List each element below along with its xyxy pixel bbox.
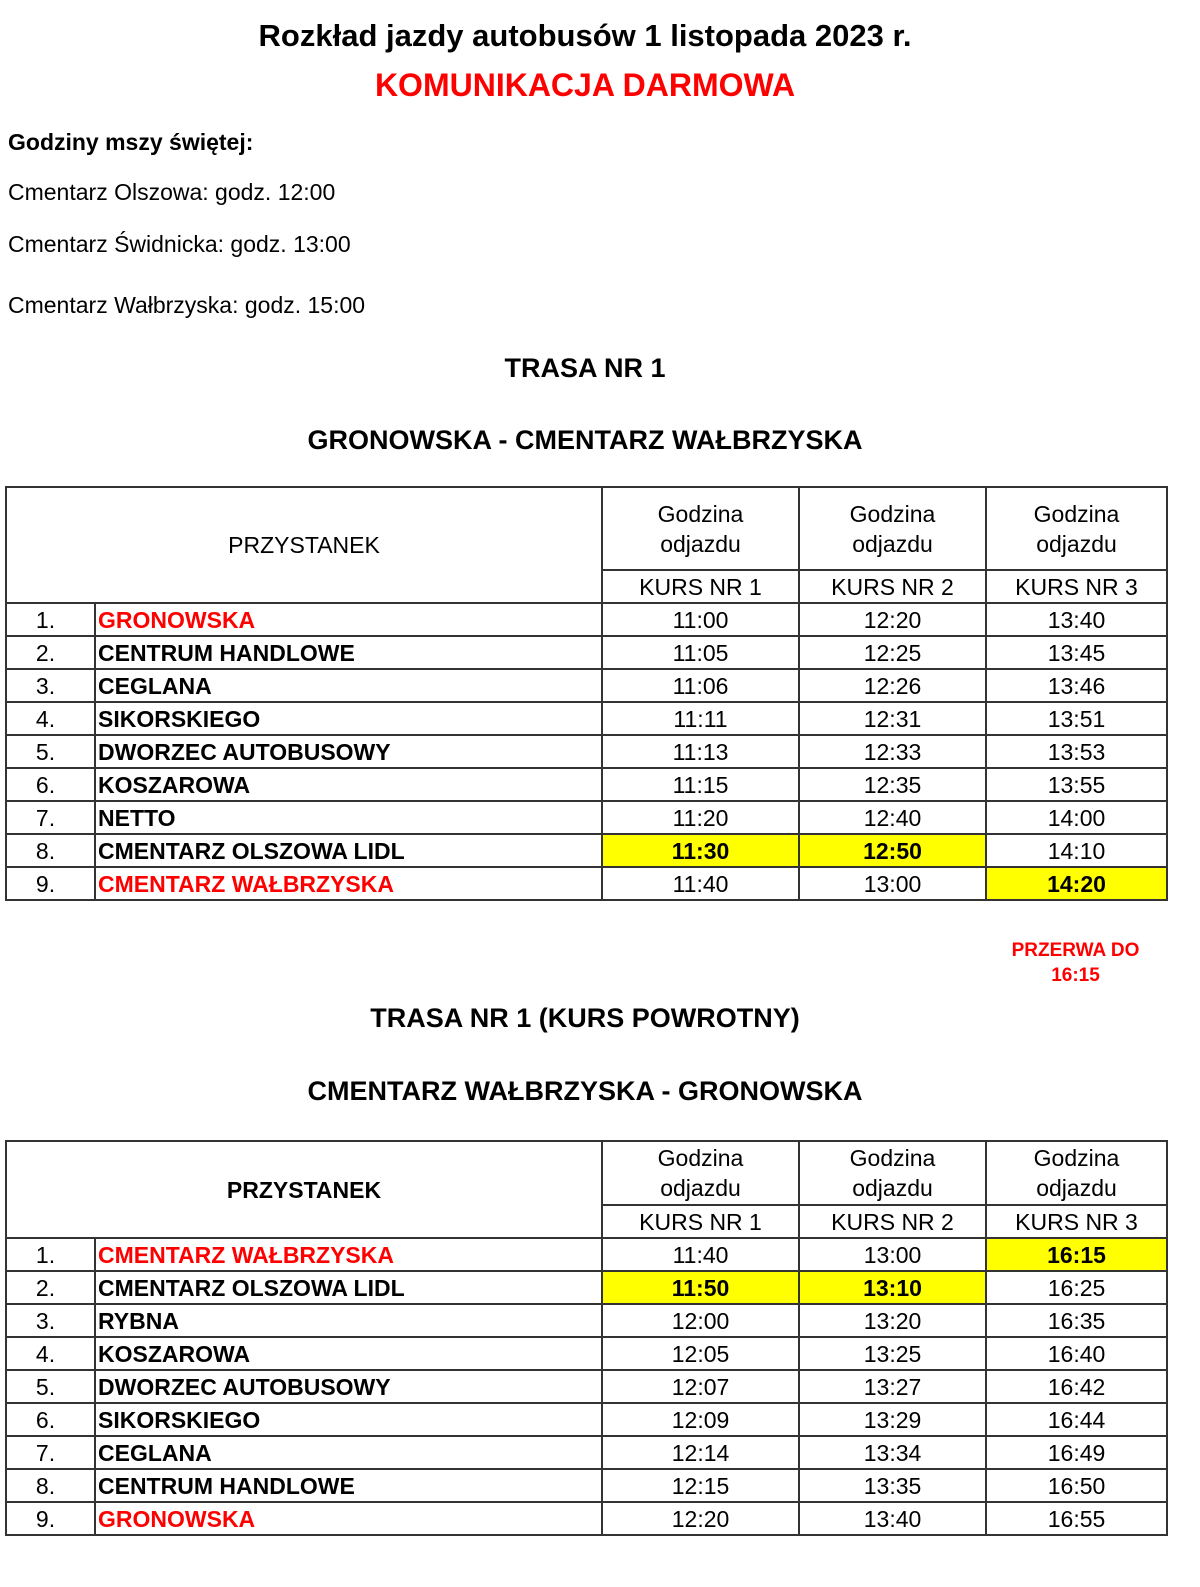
course-1-header: KURS NR 1 <box>602 1205 799 1238</box>
stop-column-header: PRZYSTANEK <box>6 1141 602 1238</box>
table-row <box>6 636 1167 669</box>
stop-number: 3. <box>6 669 95 702</box>
table-row <box>6 735 1167 768</box>
table-row <box>6 702 1167 735</box>
departure-time: 11:06 <box>602 669 799 702</box>
highlighted-departure-time: 11:50 <box>602 1271 799 1304</box>
terminal-stop-name: CMENTARZ WAŁBRZYSKA <box>95 1238 602 1271</box>
terminal-stop-name: GRONOWSKA <box>95 603 602 636</box>
departure-time: 13:51 <box>986 702 1167 735</box>
departure-time: 16:35 <box>986 1304 1167 1337</box>
table-row <box>6 1271 1167 1304</box>
stop-name: KOSZAROWA <box>95 1337 602 1370</box>
mass-time-walbrzyska: Cmentarz Wałbrzyska: godz. 15:00 <box>8 292 366 318</box>
departure-time: 14:00 <box>986 801 1167 834</box>
mass-time-swidnicka: Cmentarz Świdnicka: godz. 13:00 <box>8 231 351 257</box>
route-1-return-title: TRASA NR 1 (KURS POWROTNY) <box>370 1003 800 1033</box>
stop-name: CMENTARZ OLSZOWA LIDL <box>95 1271 602 1304</box>
route-1-direction: GRONOWSKA - CMENTARZ WAŁBRZYSKA <box>307 425 863 455</box>
course-3-header: KURS NR 3 <box>986 570 1167 603</box>
stop-number: 6. <box>6 768 95 801</box>
stop-name: CEGLANA <box>95 669 602 702</box>
departure-time: 12:09 <box>602 1403 799 1436</box>
page-title: Rozkład jazdy autobusów 1 listopada 2023 r. <box>258 18 912 53</box>
table-row <box>6 1370 1167 1403</box>
table-row <box>6 1502 1167 1535</box>
departure-time-header: Godzina odjazdu <box>602 1141 799 1205</box>
stop-number: 7. <box>6 1436 95 1469</box>
table-row <box>6 1238 1167 1271</box>
departure-time: 16:44 <box>986 1403 1167 1436</box>
stop-name: CEGLANA <box>95 1436 602 1469</box>
departure-time: 13:46 <box>986 669 1167 702</box>
stop-number: 3. <box>6 1304 95 1337</box>
highlighted-departure-time: 11:30 <box>602 834 799 867</box>
departure-time: 11:40 <box>602 867 799 900</box>
stop-name: CENTRUM HANDLOWE <box>95 636 602 669</box>
departure-time: 16:25 <box>986 1271 1167 1304</box>
departure-time: 12:26 <box>799 669 986 702</box>
stop-name: SIKORSKIEGO <box>95 1403 602 1436</box>
mass-time-olszowa: Cmentarz Olszowa: godz. 12:00 <box>8 179 336 205</box>
stop-number: 4. <box>6 702 95 735</box>
table-row <box>6 1337 1167 1370</box>
departure-time-header: Godzina odjazdu <box>799 1141 986 1205</box>
stop-name: DWORZEC AUTOBUSOWY <box>95 1370 602 1403</box>
stop-number: 6. <box>6 1403 95 1436</box>
departure-time: 12:15 <box>602 1469 799 1502</box>
departure-time: 11:40 <box>602 1238 799 1271</box>
departure-time: 13:35 <box>799 1469 986 1502</box>
departure-time: 13:20 <box>799 1304 986 1337</box>
course-3-header: KURS NR 3 <box>986 1205 1167 1238</box>
free-transport-banner: KOMUNIKACJA DARMOWA <box>374 67 796 103</box>
stop-name: DWORZEC AUTOBUSOWY <box>95 735 602 768</box>
departure-time: 16:49 <box>986 1436 1167 1469</box>
departure-time: 13:40 <box>799 1502 986 1535</box>
terminal-stop-name: CMENTARZ WAŁBRZYSKA <box>95 867 602 900</box>
departure-time: 13:27 <box>799 1370 986 1403</box>
stop-name: CMENTARZ OLSZOWA LIDL <box>95 834 602 867</box>
stop-number: 5. <box>6 735 95 768</box>
departure-time: 12:00 <box>602 1304 799 1337</box>
departure-time: 11:11 <box>602 702 799 735</box>
table-row <box>6 867 1167 900</box>
departure-time: 11:13 <box>602 735 799 768</box>
departure-time: 13:53 <box>986 735 1167 768</box>
departure-time: 16:40 <box>986 1337 1167 1370</box>
departure-time: 16:42 <box>986 1370 1167 1403</box>
departure-time: 13:00 <box>799 867 986 900</box>
stop-number: 2. <box>6 636 95 669</box>
departure-time: 11:20 <box>602 801 799 834</box>
departure-time: 12:25 <box>799 636 986 669</box>
departure-time: 12:40 <box>799 801 986 834</box>
highlighted-departure-time: 13:10 <box>799 1271 986 1304</box>
break-note: PRZERWA DO 16:15 <box>1011 940 1140 986</box>
table-row <box>6 834 1167 867</box>
departure-time: 11:05 <box>602 636 799 669</box>
departure-time: 14:10 <box>986 834 1167 867</box>
stop-number: 2. <box>6 1271 95 1304</box>
stop-number: 8. <box>6 1469 95 1502</box>
stop-column-header: PRZYSTANEK <box>6 487 602 603</box>
departure-time: 13:00 <box>799 1238 986 1271</box>
table-row <box>6 1436 1167 1469</box>
stop-number: 8. <box>6 834 95 867</box>
route-1-return-direction: CMENTARZ WAŁBRZYSKA - GRONOWSKA <box>307 1076 863 1106</box>
stop-number: 7. <box>6 801 95 834</box>
course-2-header: KURS NR 2 <box>799 1205 986 1238</box>
stop-number: 1. <box>6 1238 95 1271</box>
departure-time: 13:45 <box>986 636 1167 669</box>
stop-name: SIKORSKIEGO <box>95 702 602 735</box>
table-row <box>6 1304 1167 1337</box>
stop-name: CENTRUM HANDLOWE <box>95 1469 602 1502</box>
departure-time: 13:55 <box>986 768 1167 801</box>
departure-time: 13:25 <box>799 1337 986 1370</box>
table-row <box>6 603 1167 636</box>
terminal-stop-name: GRONOWSKA <box>95 1502 602 1535</box>
departure-time-header: Godzina odjazdu <box>799 487 986 570</box>
table-row <box>6 801 1167 834</box>
stop-name: RYBNA <box>95 1304 602 1337</box>
timetable-return <box>5 1140 1168 1536</box>
table-row <box>6 1403 1167 1436</box>
route-1-title: TRASA NR 1 <box>504 353 666 383</box>
departure-time: 16:55 <box>986 1502 1167 1535</box>
departure-time: 16:50 <box>986 1469 1167 1502</box>
departure-time: 13:29 <box>799 1403 986 1436</box>
departure-time: 12:35 <box>799 768 986 801</box>
departure-time: 12:07 <box>602 1370 799 1403</box>
table-row <box>6 669 1167 702</box>
departure-time: 13:40 <box>986 603 1167 636</box>
stop-number: 9. <box>6 1502 95 1535</box>
highlighted-departure-time: 16:15 <box>986 1238 1167 1271</box>
departure-time-header: Godzina odjazdu <box>602 487 799 570</box>
highlighted-departure-time: 14:20 <box>986 867 1167 900</box>
highlighted-departure-time: 12:50 <box>799 834 986 867</box>
stop-number: 4. <box>6 1337 95 1370</box>
departure-time: 12:33 <box>799 735 986 768</box>
course-1-header: KURS NR 1 <box>602 570 799 603</box>
departure-time-header: Godzina odjazdu <box>986 487 1167 570</box>
departure-time: 13:34 <box>799 1436 986 1469</box>
table-row <box>6 768 1167 801</box>
departure-time: 12:20 <box>602 1502 799 1535</box>
departure-time: 12:05 <box>602 1337 799 1370</box>
stop-number: 1. <box>6 603 95 636</box>
departure-time: 12:14 <box>602 1436 799 1469</box>
departure-time: 12:20 <box>799 603 986 636</box>
departure-time-header: Godzina odjazdu <box>986 1141 1167 1205</box>
stop-number: 5. <box>6 1370 95 1403</box>
course-2-header: KURS NR 2 <box>799 570 986 603</box>
departure-time: 12:31 <box>799 702 986 735</box>
departure-time: 11:00 <box>602 603 799 636</box>
stop-name: NETTO <box>95 801 602 834</box>
stop-name: KOSZAROWA <box>95 768 602 801</box>
timetable-outbound <box>5 486 1168 901</box>
mass-times-heading: Godziny mszy świętej: <box>8 129 254 155</box>
stop-number: 9. <box>6 867 95 900</box>
departure-time: 11:15 <box>602 768 799 801</box>
table-row <box>6 1469 1167 1502</box>
